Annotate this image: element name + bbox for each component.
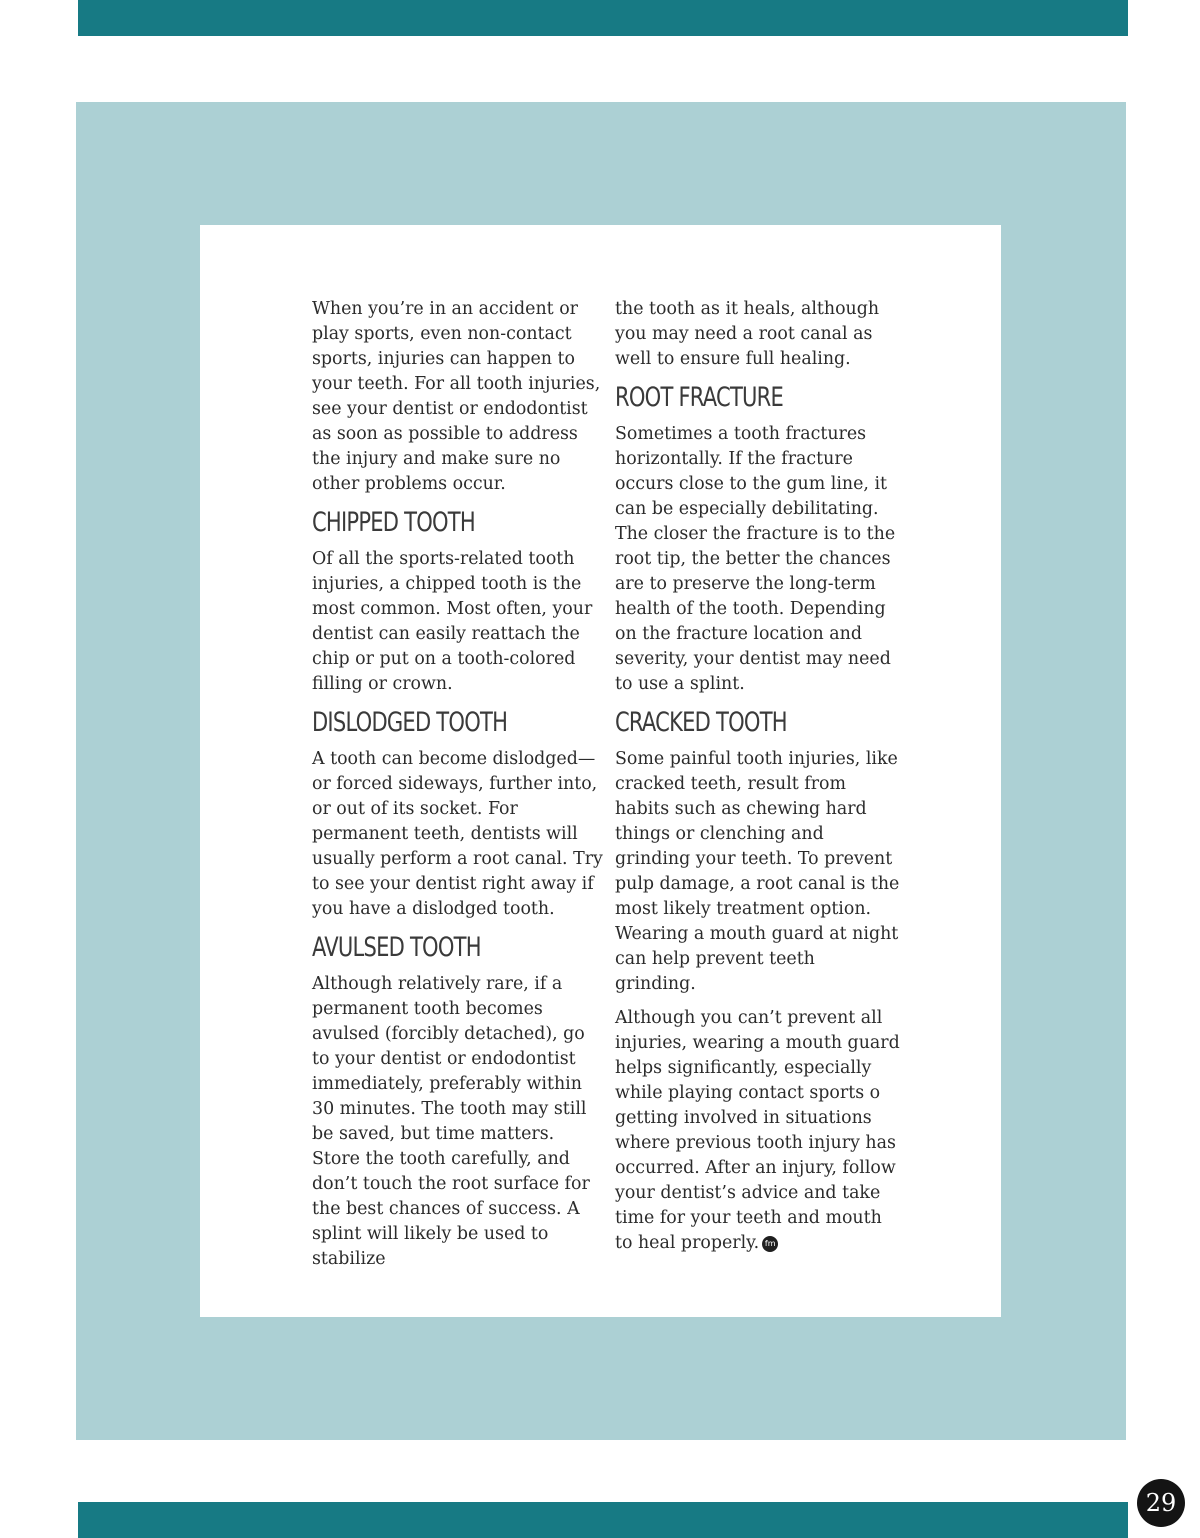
dislodged-tooth-heading: DISLODGED TOOTH — [312, 707, 508, 738]
chipped-tooth-heading: CHIPPED TOOTH — [312, 507, 475, 538]
cracked-tooth-heading: CRACKED TOOTH — [615, 707, 787, 738]
root-fracture-heading: ROOT FRACTURE — [615, 382, 784, 413]
avulsed-tooth-body: Although relatively rare, if a permanent tooth becomes avulsed (forcibly detached), go to your dentist or endodontist immediately, preferably within 30 minutes. The tooth may still be saved, but time matters. Store the tooth carefully, and don’t touch the root surface for the best chances of success. A splint will likely be used to stabilize — [312, 974, 590, 1269]
intro-paragraph: When you’re in an accident or play sports, even non-contact sports, injuries can happen to your teeth. For all tooth injuries, see your dentist or endodontist as soon as possible to address the injury and make sure no other problems occur. — [312, 299, 601, 494]
top-color-band — [78, 0, 1128, 36]
root-fracture-body: Sometimes a tooth fractures horizontally. If the fracture occurs close to the gum line, it can be especially debilitating. The closer the fracture is to the root tip, the better the chances are to preserve the long-term health of the tooth. Depending on the fracture location and severity, your dentist may need to use a splint. — [615, 424, 896, 694]
page-number-badge: 29 — [1137, 1479, 1185, 1527]
cracked-tooth-body: Some painful tooth injuries, like cracked teeth, result from habits such as chewing hard things or clenching and grinding your teeth. To prevent pulp damage, a root canal is the most likely treatment option. Wearing a mouth guard at night can help prevent teeth grinding. — [615, 749, 900, 994]
bottom-color-band — [78, 1502, 1128, 1538]
closing-text: Although you can’t prevent all injuries, wearing a mouth guard helps significantly, especially while playing contact sports o getting involved in situations where previous tooth injury has occurred. After an injury, follow your dentist’s advice and take time for your teeth and mouth to heal properly. — [615, 1008, 900, 1253]
closing-paragraph — [615, 1006, 901, 1256]
dislodged-tooth-body: A tooth can become dislodged—or forced sideways, further into, or out of its socket. For permanent teeth, dentists will usually perform a root canal. Try to see your dentist right away if you have a dislodged tooth. — [312, 749, 603, 919]
end-mark-icon: fm — [762, 1236, 778, 1252]
chipped-tooth-body: Of all the sports-related tooth injuries, a chipped tooth is the most common. Most often, your dentist can easily reattach the chip or put on a tooth-colored filling or crown. — [312, 549, 593, 694]
right-column — [615, 297, 901, 1265]
avulsed-tooth-heading: AVULSED TOOTH — [312, 932, 481, 963]
avulsed-tooth-continued: the tooth as it heals, although you may need a root canal as well to ensure full healing. — [615, 299, 880, 369]
left-column — [312, 297, 604, 1281]
